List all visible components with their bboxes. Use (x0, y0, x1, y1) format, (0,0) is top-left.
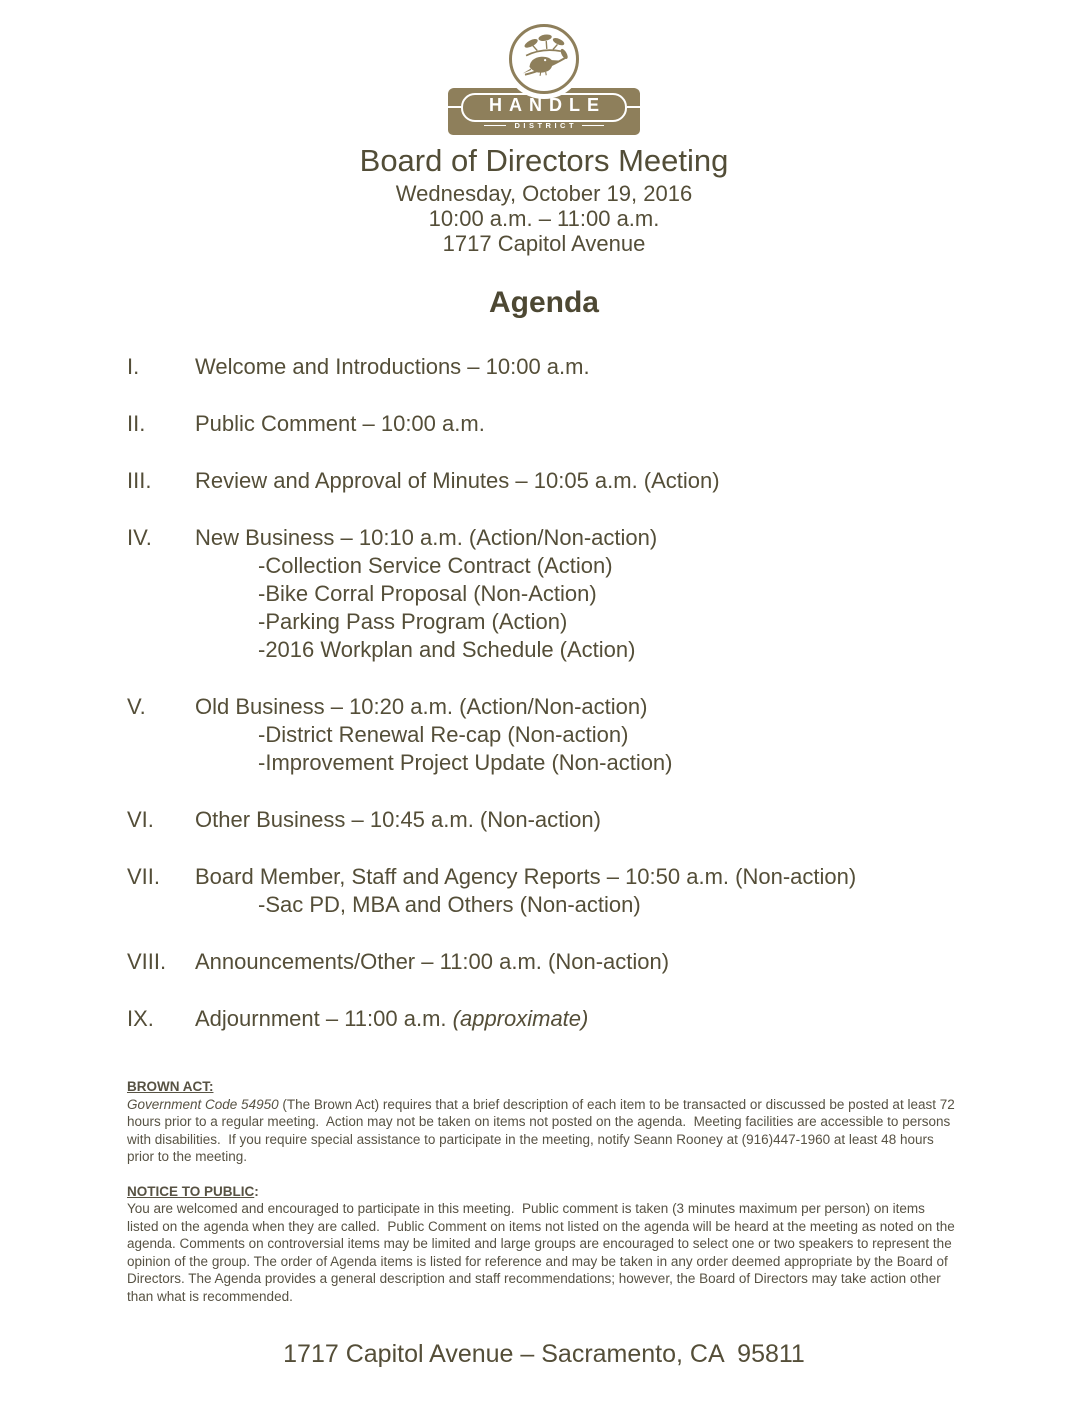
item-text: Old Business – 10:20 a.m. (Action/Non-action) (195, 694, 648, 719)
agenda-item-9 (127, 1005, 1007, 1033)
agenda-subitem: -Bike Corral Proposal (Non-Action) (258, 581, 597, 606)
item-numeral: IX. (127, 1006, 154, 1031)
item-numeral: VIII. (127, 949, 167, 974)
notice-public-heading: NOTICE TO PUBLIC (127, 1183, 255, 1199)
agenda-subitem: -Collection Service Contract (Action) (258, 553, 613, 578)
bird-branch-logo-icon (516, 31, 572, 87)
brown-act-code-italic: Government Code 54950 (127, 1096, 279, 1112)
logo-subtitle-text: DISTRICT (514, 121, 578, 130)
document-header (0, 0, 1088, 320)
item-numeral: VII. (127, 864, 161, 889)
item-numeral: V. (127, 694, 146, 719)
agenda-heading: Agenda (488, 286, 599, 319)
logo-subtitle-row (448, 121, 640, 130)
agenda-list (127, 353, 1007, 1033)
item-text: Adjournment – 11:00 a.m. (195, 1006, 453, 1031)
agenda-item-1 (127, 353, 1007, 381)
agenda-item-7 (127, 863, 1007, 919)
footer-address: 1717 Capitol Avenue – Sacramento, CA 95811 (283, 1340, 805, 1368)
notice-to-public (127, 1183, 960, 1306)
agenda-subitem: -District Renewal Re-cap (Non-action) (258, 722, 629, 747)
item-text: Announcements/Other – 11:00 a.m. (Non-action) (195, 949, 670, 974)
agenda-item-2 (127, 410, 1007, 438)
meeting-time: 10:00 a.m. – 11:00 a.m. (428, 206, 660, 231)
brown-act-body: (The Brown Act) requires that a brief description of each item to be transacted or discussed be posted at least 72 hours prior to a regular meeting. Action may not be taken on items not posted on the agenda. Meeting facilities are accessible to persons with disabilities. If you require special assistance to participate in the meeting, notify Seann Rooney at (916)447-1960 at least 48 hours prior to the meeting. (127, 1096, 959, 1164)
item-numeral: I. (127, 354, 140, 379)
item-text: Public Comment – 10:00 a.m. (195, 411, 485, 436)
item-numeral: IV. (127, 525, 152, 550)
agenda-subitem: -Sac PD, MBA and Others (Non-action) (258, 892, 641, 917)
agenda-item-5 (127, 693, 1007, 777)
district-left-dash (484, 125, 506, 127)
agenda-subitem: -Parking Pass Program (Action) (258, 609, 568, 634)
item-text: Review and Approval of Minutes – 10:05 a.m. (Action) (195, 468, 720, 493)
item-text: New Business – 10:10 a.m. (Action/Non-action) (195, 525, 658, 550)
brown-act-heading: BROWN ACT: (127, 1079, 214, 1094)
logo-circle (509, 24, 579, 94)
handle-district-logo (434, 24, 654, 137)
item-text-italic: (approximate) (452, 1006, 589, 1031)
item-numeral: VI. (127, 807, 154, 832)
agenda-item-8 (127, 948, 1007, 976)
item-numeral: II. (127, 411, 146, 436)
item-text: Other Business – 10:45 a.m. (Non-action) (195, 807, 601, 832)
page-title: Board of Directors Meeting (359, 143, 729, 178)
agenda-subitem: -2016 Workplan and Schedule (Action) (258, 637, 636, 662)
logo-banner (448, 88, 640, 135)
agenda-item-3 (127, 467, 1007, 495)
brown-act-notice (127, 1078, 960, 1166)
notice-public-colon: : (254, 1183, 259, 1199)
item-text: Welcome and Introductions – 10:00 a.m. (195, 354, 590, 379)
meeting-date: Wednesday, October 19, 2016 (395, 181, 693, 206)
item-numeral: III. (127, 468, 152, 493)
legal-notices (127, 1078, 960, 1305)
item-text: Board Member, Staff and Agency Reports – 10:50 a.m. (Non-action) (195, 864, 857, 889)
agenda-item-6 (127, 806, 1007, 834)
agenda-item-4 (127, 524, 1007, 664)
agenda-subitem: -Improvement Project Update (Non-action) (258, 750, 673, 775)
logo-name-text: HANDLE (489, 95, 606, 115)
meeting-address: 1717 Capitol Avenue (442, 231, 646, 256)
notice-public-body: You are welcomed and encouraged to participate in this meeting. Public comment is taken (3 minutes maximum per person) on items listed on the agenda when they are called. Public Comment on items not listed on the agenda will be heard at the meeting as noted on the agenda. Comments on controversial items may be limited and large groups are encouraged to select one or two speakers to represent the opinion of the group. The order of Agenda items is listed for reference and may be taken in any order deemed appropriate by the Board of Directors. The Agenda provides a general description and staff recommendations; however, the Board of Directors may take action other than what is recommended. (127, 1201, 959, 1304)
district-right-dash (582, 125, 604, 127)
